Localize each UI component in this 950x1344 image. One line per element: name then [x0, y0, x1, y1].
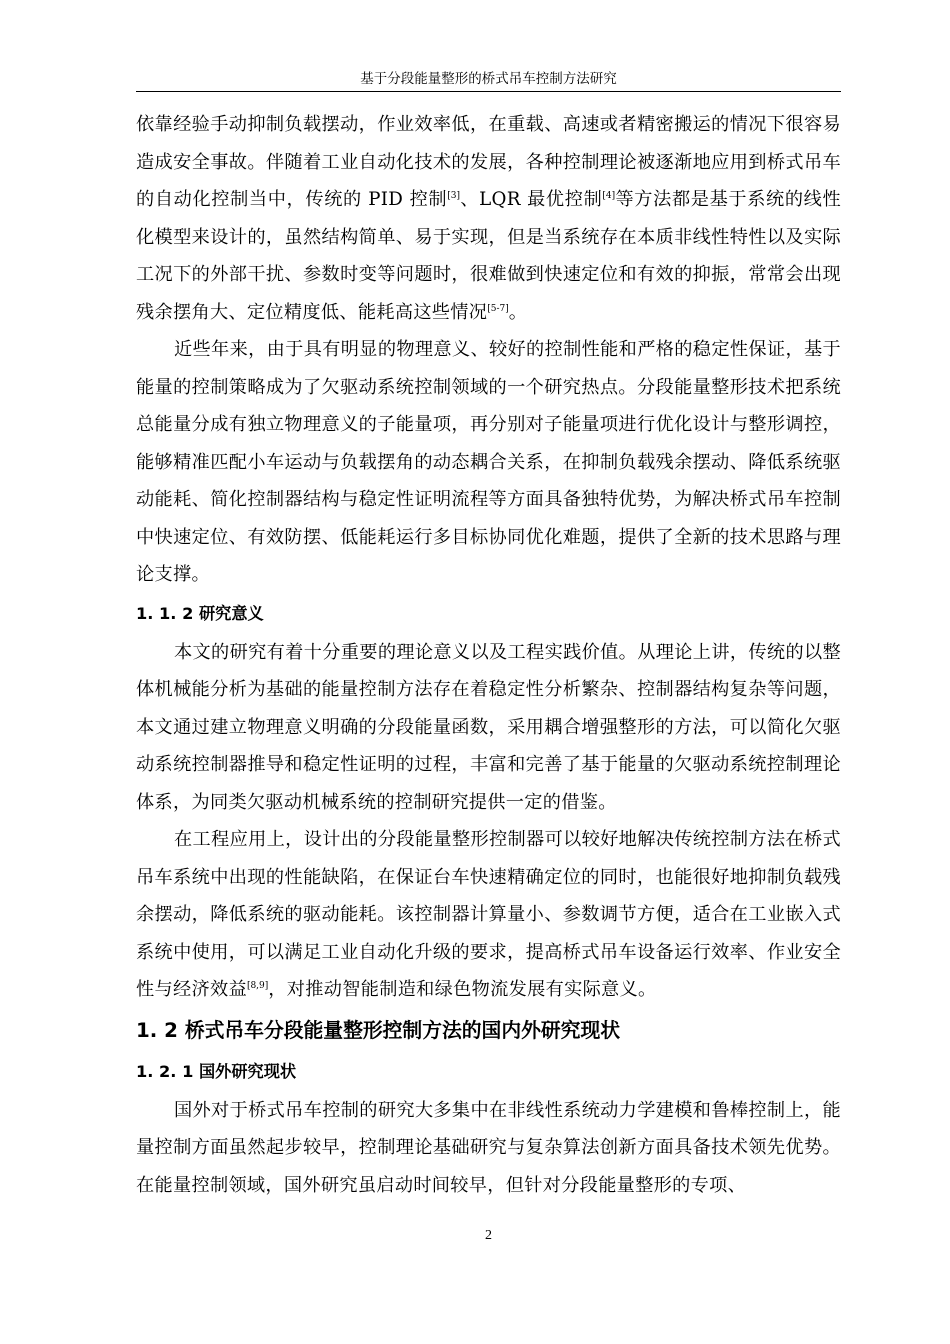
- paragraph-energy-control: 近些年来，由于具有明显的物理意义、较好的控制性能和严格的稳定性保证，基于能量的控制策略成为了欠驱动系统控制领域的一个研究热点。分段能量整形技术把系统总能量分成有独立物理意义的子能量项，再分别对子能量项进行优化设计与整形调控，能够精准匹配小车运动与负载摆角的动态耦合关系，在抑制负载残余摆动、降低系统驱动能耗、简化控制器结构与稳定性证明流程等方面具备独特优势，为解决桥式吊车控制中快速定位、有效防摆、低能耗运行多目标协同优化难题，提供了全新的技术思路与理论支撑。: [136, 339, 841, 585]
- citation: [8,9]: [246, 980, 269, 991]
- citation: [5-7]: [487, 303, 509, 314]
- paragraph-foreign-research: 国外对于桥式吊车控制的研究大多集中在非线性系统动力学建模和鲁棒控制上，能量控制方面虽然起步较早，控制理论基础研究与复杂算法创新方面具备技术领先优势。在能量控制领域，国外研究虽启动时间较早，但针对分段能量整形的专项、: [136, 1099, 841, 1196]
- header-rule: [136, 91, 841, 92]
- text-run: ，对推动智能制造和绿色物流发展有实际意义。: [268, 979, 657, 1000]
- section-heading-1-2-1: 1. 2. 1 国外研究现状: [136, 1061, 297, 1081]
- citation: [3]: [447, 190, 460, 201]
- body-text: [136, 106, 841, 1204]
- text-run: 在工程应用上，设计出的分段能量整形控制器可以较好地解决传统控制方法在桥式吊车系统中出现的性能缺陷，在保证台车快速精确定位的同时，也能很好地抑制负载残余摆动，降低系统的驱动能耗。该控制器计算量小、参数调节方便，适合在工业嵌入式系统中使用，可以满足工业自动化升级的要求，提高桥式吊车设备运行效率、作业安全性与经济效益: [136, 829, 841, 1000]
- section-heading-1-1-2: 1. 1. 2 研究意义: [136, 603, 264, 623]
- paragraph-theoretical-significance: 本文的研究有着十分重要的理论意义以及工程实践价值。从理论上讲，传统的以整体机械能分析为基础的能量控制方法存在着稳定性分析繁杂、控制器结构复杂等问题，本文通过建立物理意义明确的分段能量函数，采用耦合增强整形的方法，可以简化欠驱动系统控制器推导和稳定性证明的过程，丰富和完善了基于能量的欠驱动系统控制理论体系，为同类欠驱动机械系统的控制研究提供一定的借鉴。: [136, 641, 841, 813]
- running-header: 基于分段能量整形的桥式吊车控制方法研究: [360, 71, 617, 87]
- citation: [4]: [602, 190, 616, 201]
- page-number: 2: [485, 1228, 492, 1243]
- text-run: 、LQR 最优控制: [459, 189, 603, 210]
- paragraph-continued: [136, 106, 841, 331]
- paragraph-engineering-significance: [136, 821, 841, 1009]
- text-run: 等方法都是基于系统的线性化模型来设计的，虽然结构简单、易于实现，但是当系统存在本质非线性特性以及实际工况下的外部干扰、参数时变等问题时，很难做到快速定位和有效的抑振，常常会出现残余摆角大、定位精度低、能耗高这些情况: [136, 189, 841, 323]
- text-run: 依靠经验手动抑制负载摆动，作业效率低，在重载、高速或者精密搬运的情况下很容易造成安全事故。伴随着工业自动化技术的发展，各种控制理论被逐渐地应用到桥式吊车的自动化控制当中，传统的 PID 控制: [136, 114, 841, 210]
- section-heading-1-2: 1. 2 桥式吊车分段能量整形控制方法的国内外研究现状: [136, 1018, 621, 1042]
- text-run: 。: [508, 301, 528, 323]
